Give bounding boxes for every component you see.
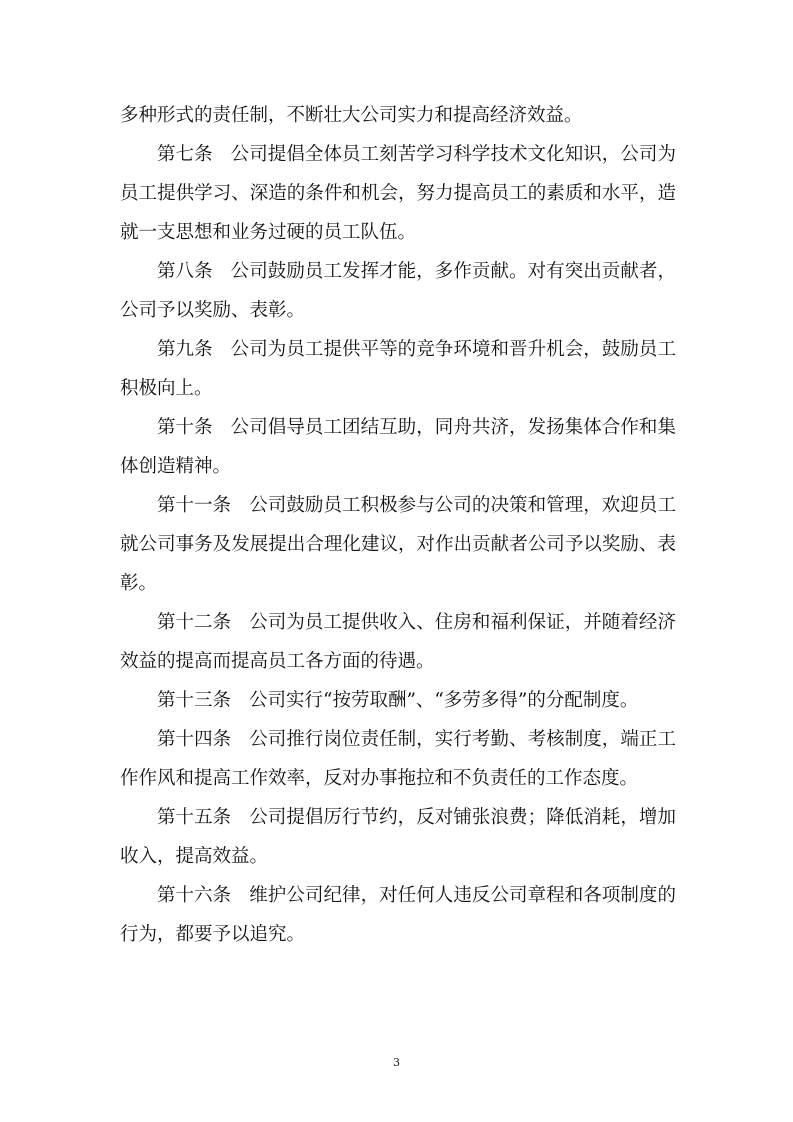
continuation-paragraph: 多种形式的责任制，不断壮大公司实力和提高经济效益。: [120, 105, 583, 126]
document-body: [120, 96, 676, 954]
article-paragraph-14: [120, 720, 676, 798]
article-text: 公司提倡厉行节约，反对铺张浪费；降低消耗，增加收入，提高效益。: [120, 807, 676, 867]
article-text: 公司为员工提供收入、住房和福利保证，并随着经济效益的提高而提高员工各方面的待遇。: [120, 612, 676, 672]
article-paragraph-10: [120, 408, 676, 486]
article-number: 第十六条: [157, 885, 232, 906]
article-paragraph-15: [120, 798, 676, 876]
article-number: 第十二条: [157, 612, 232, 633]
article-text: 维护公司纪律，对任何人违反公司章程和各项制度的行为，都要予以追究。: [120, 885, 676, 945]
article-paragraph-13: [120, 681, 676, 720]
article-text: 公司鼓励员工积极参与公司的决策和管理，欢迎员工就公司事务及发展提出合理化建议，对作出贡献者公司予以奖励、表彰。: [120, 495, 676, 594]
article-paragraph-7: [120, 135, 676, 252]
article-number: 第八条: [157, 261, 213, 282]
article-number: 第十五条: [157, 807, 232, 828]
article-text: 公司实行“按劳取酬”、“多劳多得”的分配制度。: [249, 690, 639, 711]
article-text: 公司提倡全体员工刻苦学习科学技术文化知识，公司为员工提供学习、深造的条件和机会，努力提高员工的素质和水平，造就一支思想和业务过硬的员工队伍。: [120, 144, 676, 243]
article-paragraph-11: [120, 486, 676, 603]
article-number: 第十条: [157, 417, 213, 438]
article-text: 公司倡导员工团结互助，同舟共济，发扬集体合作和集体创造精神。: [120, 417, 676, 477]
article-paragraph-16: [120, 876, 676, 954]
article-paragraph-12: [120, 603, 676, 681]
article-number: 第九条: [157, 339, 213, 360]
article-paragraph-8: [120, 252, 676, 330]
article-number: 第七条: [157, 144, 213, 165]
article-text: 公司鼓励员工发挥才能，多作贡献。对有突出贡献者，公司予以奖励、表彰。: [120, 261, 676, 321]
article-number: 第十一条: [157, 495, 232, 516]
article-text: 公司推行岗位责任制，实行考勤、考核制度，端正工作作风和提高工作效率，反对办事拖拉和不负责任的工作态度。: [120, 729, 676, 789]
article-text: 公司为员工提供平等的竞争环境和晋升机会，鼓励员工积极向上。: [120, 339, 676, 399]
page-number: 3: [393, 1056, 400, 1069]
article-number: 第十四条: [157, 729, 232, 750]
article-paragraph-9: [120, 330, 676, 408]
article-number: 第十三条: [157, 690, 232, 711]
